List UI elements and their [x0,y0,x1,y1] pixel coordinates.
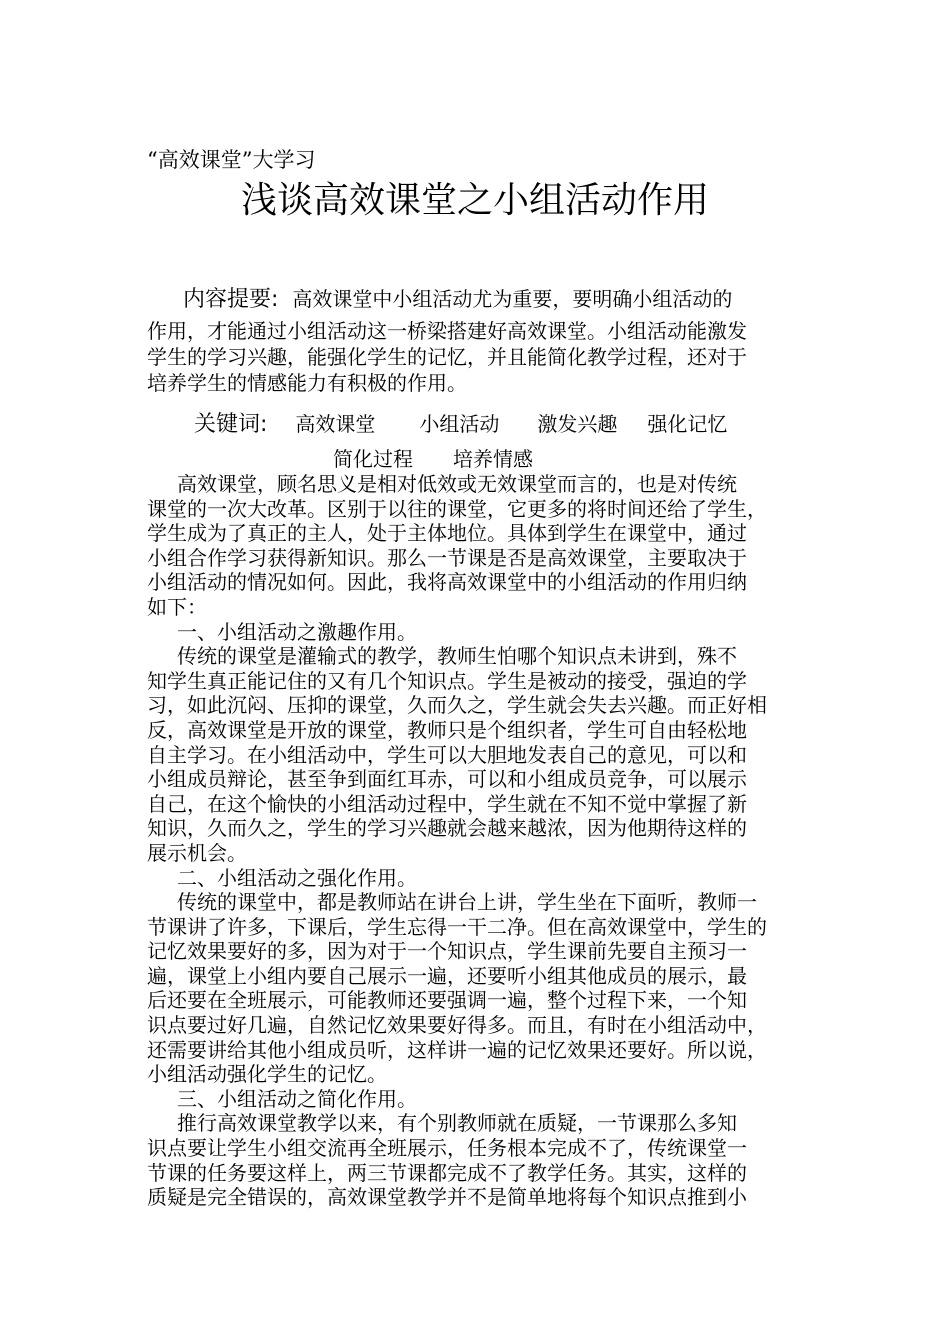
body-line: 识点要让学生小组交流再全班展示，任务根本完成不了，传统课堂一 [147,1136,747,1161]
series-label: “高效课堂”大学习 [147,148,316,172]
body-line: 习，如此沉闷、压抑的课堂，久而久之，学生就会失去兴趣。而正好相 [147,693,767,718]
abstract-line: 学生的学习兴趣，能强化学生的记忆，并且能简化教学过程，还对于 [147,345,747,369]
body-line: 课堂的一次大改革。区别于以往的课堂，它更多的将时间还给了学生， [147,496,767,521]
abstract-body [147,318,822,396]
keywords-row-continued [333,446,533,472]
body-line: 节课讲了许多，下课后，学生忘得一干二净。但在高效课堂中，学生的 [147,914,767,939]
body-line: 知学生真正能记住的又有几个知识点。学生是被动的接受，强迫的学 [147,668,747,693]
keywords-row [194,410,727,439]
body-line: 遍，课堂上小组内要自己展示一遍，还要听小组其他成员的展示，最 [147,963,747,988]
body-line: 如下： [147,594,207,619]
body-line: 高效课堂，顾名思义是相对低效或无效课堂而言的，也是对传统 [177,472,737,496]
body-line: 传统的课堂是灌输式的教学，教师生怕哪个知识点未讲到，殊不 [177,644,737,669]
keyword: 激发兴趣 [537,412,618,436]
body-line: 自己，在这个愉快的小组活动过程中，学生就在不知不觉中掌握了新 [147,791,747,816]
body-line: 传统的课堂中，都是教师站在讲台上讲，学生坐在下面听，教师一 [177,890,757,915]
page-title: 浅谈高效课堂之小组活动作用 [240,180,709,221]
body-line: 记忆效果要好的多，因为对于一个知识点，学生课前先要自主预习一 [147,939,747,964]
body-line: 知识，久而久之，学生的学习兴趣就会越来越浓，因为他期待这样的 [147,816,747,841]
abstract-first-line [183,286,732,313]
body-line: 三、小组活动之简化作用。 [177,1086,417,1111]
body-line: 质疑是完全错误的，高效课堂教学并不是简单地将每个知识点推到小 [147,1185,747,1210]
article-body [147,472,827,1210]
body-line: 反，高效课堂是开放的课堂，教师只是个组织者，学生可自由轻松地 [147,717,747,742]
body-line: 学生成为了真正的主人，处于主体地位。具体到学生在课堂中，通过 [147,521,747,546]
keyword: 小组活动 [419,412,500,436]
keywords-label: 关键词: [194,412,268,437]
body-line: 还需要讲给其他小组成员听，这样讲一遍的记忆效果还要好。所以说， [147,1037,767,1062]
body-line: 展示机会。 [147,840,247,865]
body-line: 二、小组活动之强化作用。 [177,865,417,890]
abstract-label: 内容提要: [183,287,279,312]
body-line: 节课的任务要这样上，两三节课都完成不了教学任务。其实，这样的 [147,1160,747,1185]
keyword: 高效课堂 [295,412,376,436]
body-line: 后还要在全班展示，可能教师还要强调一遍，整个过程下来，一个知 [147,988,747,1013]
keyword: 强化记忆 [647,412,728,436]
body-line: 自主学习。在小组活动中，学生可以大胆地发表自己的意见，可以和 [147,742,747,767]
abstract-line: 培养学生的情感能力有积极的作用。 [147,371,467,395]
body-line: 小组活动强化学生的记忆。 [147,1062,387,1087]
body-line: 小组活动的情况如何。因此，我将高效课堂中的小组活动的作用归纳 [147,570,747,595]
keyword: 简化过程 [333,447,413,471]
body-line: 一、小组活动之激趣作用。 [177,619,417,644]
abstract-line: 作用，才能通过小组活动这一桥梁搭建好高效课堂。小组活动能激发 [147,319,747,343]
abstract-line: 高效课堂中小组活动尤为重要，要明确小组活动的 [292,287,733,311]
body-line: 推行高效课堂教学以来，有个别教师就在质疑，一节课那么多知 [177,1111,737,1136]
body-line: 识点要过好几遍，自然记忆效果要好得多。而且，有时在小组活动中， [147,1013,767,1038]
body-line: 小组合作学习获得新知识。那么一节课是否是高效课堂，主要取决于 [147,545,747,570]
keyword: 培养情感 [453,447,533,471]
body-line: 小组成员辩论，甚至争到面红耳赤，可以和小组成员竞争，可以展示 [147,767,747,792]
